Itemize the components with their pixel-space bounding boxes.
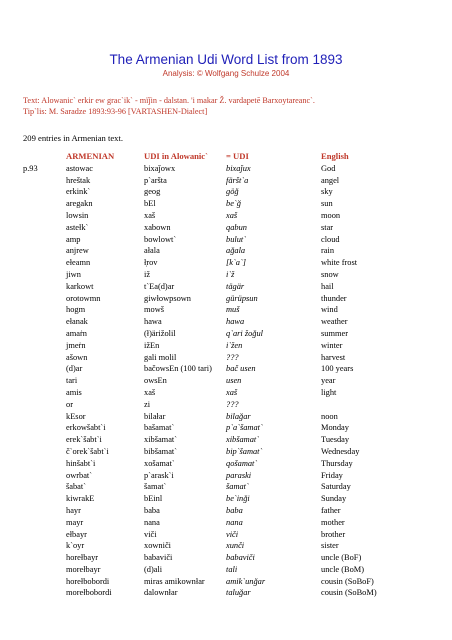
armenian-word: ełbayr xyxy=(66,529,87,539)
table-row xyxy=(23,540,391,552)
page-ref xyxy=(23,493,66,505)
table-row xyxy=(23,175,391,187)
table-row xyxy=(23,529,391,541)
armenian-word: ełanak xyxy=(66,317,88,327)
source-info xyxy=(23,95,443,117)
table-row xyxy=(23,375,391,387)
udi-alowanic-word: geog xyxy=(144,187,161,197)
armenian-word: kEsor xyxy=(66,411,86,421)
table-row xyxy=(23,446,391,458)
table-row xyxy=(23,210,391,222)
armenian-word: lowsin xyxy=(66,210,89,220)
udi-word: nana xyxy=(226,517,243,527)
udi-word: bilağar xyxy=(226,411,251,421)
english-gloss: Sunday xyxy=(321,494,347,504)
table-row xyxy=(23,517,391,529)
udi-alowanic-word: xaš xyxy=(144,210,156,220)
page-ref xyxy=(23,422,66,434)
table-row xyxy=(23,399,391,411)
english-gloss: winter xyxy=(321,340,343,350)
udi-word: usen xyxy=(226,376,242,386)
english-gloss: cousin (SoBoM) xyxy=(321,588,377,598)
table-row xyxy=(23,411,391,423)
udi-alowanic-word: baba xyxy=(144,505,160,515)
armenian-word: jiwn xyxy=(66,269,81,279)
page-ref xyxy=(23,540,66,552)
page-ref xyxy=(23,552,66,564)
english-gloss: snow xyxy=(321,269,339,279)
armenian-word: hinšabt`i xyxy=(66,458,96,468)
table-row xyxy=(23,363,391,375)
armenian-word: ašown xyxy=(66,352,88,362)
page-ref xyxy=(23,387,66,399)
page-ref xyxy=(23,517,66,529)
page-ref xyxy=(23,352,66,364)
armenian-word: amp xyxy=(66,234,81,244)
udi-alowanic-word: giwłowpsown xyxy=(144,293,191,303)
english-gloss: angel xyxy=(321,175,340,185)
udi-alowanic-word: bowlowt` xyxy=(144,234,177,244)
english-gloss: rain xyxy=(321,246,335,256)
table-row xyxy=(23,564,391,576)
english-gloss: 100 years xyxy=(321,364,354,374)
udi-word: be`ğ xyxy=(226,199,241,209)
page-ref xyxy=(23,304,66,316)
english-gloss: summer xyxy=(321,328,348,338)
udi-alowanic-word: miras amikownłar xyxy=(144,576,205,586)
armenian-word: astowac xyxy=(66,163,93,173)
udi-word: bixaǰux xyxy=(226,163,251,173)
english-gloss: year xyxy=(321,376,336,386)
udi-alowanic-word: ižEn xyxy=(144,340,160,350)
armenian-word: šabat` xyxy=(66,482,86,492)
udi-word: göğ xyxy=(226,187,239,197)
table-row xyxy=(23,434,391,446)
udi-alowanic-word: xaš xyxy=(144,387,156,397)
page-ref xyxy=(23,234,66,246)
english-gloss xyxy=(321,399,391,411)
page-ref xyxy=(23,245,66,257)
udi-word: babaviči xyxy=(226,553,255,563)
udi-alowanic-word: xabown xyxy=(144,222,171,232)
armenian-word: hreštak xyxy=(66,175,91,185)
udi-alowanic-word: viči xyxy=(144,529,157,539)
english-gloss: hail xyxy=(321,281,334,291)
page-ref xyxy=(23,175,66,187)
udi-alowanic-word: p`arask`i xyxy=(144,470,174,480)
udi-word: xaš xyxy=(226,210,238,220)
english-gloss: father xyxy=(321,505,341,515)
english-gloss: sun xyxy=(321,199,333,209)
armenian-word: tari xyxy=(66,376,78,386)
table-row xyxy=(23,186,391,198)
armenian-word: erkowšabt`i xyxy=(66,423,106,433)
english-gloss: harvest xyxy=(321,352,346,362)
table-row xyxy=(23,304,391,316)
udi-alowanic-word: bašamat` xyxy=(144,423,175,433)
armenian-word: or xyxy=(66,399,73,409)
english-gloss: God xyxy=(321,163,336,173)
page-ref: p.93 xyxy=(23,163,38,173)
udi-alowanic-word: bibšamat` xyxy=(144,446,178,456)
table-row xyxy=(23,281,391,293)
udi-word: ağala xyxy=(226,246,246,256)
udi-word: muš xyxy=(226,305,240,315)
english-gloss: cousin (SoBoF) xyxy=(321,576,374,586)
udi-alowanic-word: hawa xyxy=(144,317,162,327)
udi-alowanic-word: (ł)ärižolil xyxy=(144,328,176,338)
udi-alowanic-word: (d)ali xyxy=(144,564,163,574)
page-ref xyxy=(23,505,66,517)
udi-alowanic-word: p`aršta xyxy=(144,175,167,185)
page-ref xyxy=(23,222,66,234)
udi-alowanic-word: babaviči xyxy=(144,553,173,563)
udi-alowanic-word: owsEn xyxy=(144,376,167,386)
udi-word: qabun xyxy=(226,222,247,232)
column-header-english: English xyxy=(321,151,349,161)
udi-alowanic-word: xibšamat` xyxy=(144,435,178,445)
page-ref xyxy=(23,293,66,305)
udi-word: xibšamat` xyxy=(226,435,260,445)
armenian-word: aregakn xyxy=(66,199,93,209)
udi-alowanic-word: bilałar xyxy=(144,411,166,421)
page-ref xyxy=(23,198,66,210)
armenian-word: orotowmn xyxy=(66,293,101,303)
page-ref xyxy=(23,375,66,387)
page-ref xyxy=(23,399,66,411)
udi-word: xaš xyxy=(226,387,238,397)
armenian-word: ełeamn xyxy=(66,258,91,268)
source-tiplis-line: Tip`lis: M. Saradze 1893:93-96 [VARTASHEN-Dialect] xyxy=(23,107,208,116)
udi-word: xunči xyxy=(226,541,245,551)
page-ref xyxy=(23,576,66,588)
table-row xyxy=(23,293,391,305)
english-gloss: weather xyxy=(321,317,348,327)
udi-word: q`ari žoğul xyxy=(226,328,263,338)
udi-word: qošamat` xyxy=(226,458,258,468)
table-row xyxy=(23,257,391,269)
armenian-word: karkowt xyxy=(66,281,94,291)
table-row xyxy=(23,387,391,399)
udi-alowanic-word: gali molil xyxy=(144,352,177,362)
armenian-word: morełbobordi xyxy=(66,588,112,598)
page-ref xyxy=(23,210,66,222)
page-ref xyxy=(23,564,66,576)
armenian-word: č`orek`šabt`i xyxy=(66,446,109,456)
armenian-word: k`oyr xyxy=(66,541,85,551)
page-ref xyxy=(23,434,66,446)
page-ref xyxy=(23,316,66,328)
page-ref xyxy=(23,411,66,423)
english-gloss: Saturday xyxy=(321,482,351,492)
table-row xyxy=(23,552,391,564)
english-gloss: light xyxy=(321,387,337,397)
table-row xyxy=(23,222,391,234)
armenian-word: astełk` xyxy=(66,222,89,232)
table-row xyxy=(23,340,391,352)
table-row xyxy=(23,316,391,328)
armenian-word: horełbobordi xyxy=(66,576,110,586)
page-ref xyxy=(23,186,66,198)
table-row xyxy=(23,505,391,517)
udi-word: hawa xyxy=(226,317,245,327)
english-gloss: Tuesday xyxy=(321,435,350,445)
english-gloss: moon xyxy=(321,210,341,220)
udi-alowanic-word: ł̣rov xyxy=(144,258,158,268)
english-gloss: sister xyxy=(321,541,339,551)
udi-word: tali xyxy=(226,564,238,574)
udi-alowanic-word: bEinl xyxy=(144,494,163,504)
entry-count: 209 entries in Armenian text. xyxy=(23,133,123,143)
udi-alowanic-word: bixaǰowx xyxy=(144,163,176,173)
page-ref xyxy=(23,529,66,541)
udi-word: gürüpsun xyxy=(226,293,258,303)
page-ref xyxy=(23,587,66,599)
table-row xyxy=(23,493,391,505)
udi-word: färšt`a xyxy=(226,175,249,185)
udi-alowanic-word: dalownłar xyxy=(144,588,178,598)
table-row xyxy=(23,587,391,599)
page-ref xyxy=(23,458,66,470)
udi-word: bač usen xyxy=(226,364,256,374)
armenian-word: (d)ar xyxy=(66,364,83,374)
table-row xyxy=(23,198,391,210)
udi-word: ??? xyxy=(226,399,239,409)
table-row xyxy=(23,422,391,434)
page-ref xyxy=(23,363,66,375)
english-gloss: white frost xyxy=(321,258,358,268)
table-row xyxy=(23,470,391,482)
english-gloss: Monday xyxy=(321,423,349,433)
armenian-word: jmeṙn xyxy=(66,340,86,350)
armenian-word: hogm xyxy=(66,305,86,315)
armenian-word: amis xyxy=(66,387,82,397)
armenian-word: mayr xyxy=(66,517,84,527)
english-gloss: uncle (BoF) xyxy=(321,553,362,563)
armenian-word: morełbayr xyxy=(66,564,101,574)
udi-alowanic-word: xošamat` xyxy=(144,458,175,468)
english-gloss: uncle (BoM) xyxy=(321,564,365,574)
table-row xyxy=(23,352,391,364)
armenian-word: hayr xyxy=(66,505,81,515)
table-row xyxy=(23,481,391,493)
english-gloss: thunder xyxy=(321,293,347,303)
english-gloss: Thursday xyxy=(321,458,353,468)
udi-alowanic-word: šamat` xyxy=(144,482,167,492)
udi-alowanic-word: iž xyxy=(144,269,151,279)
english-gloss: wind xyxy=(321,305,338,315)
english-gloss: cloud xyxy=(321,234,340,244)
udi-word: i`žen xyxy=(226,340,243,350)
udi-word: i`ž xyxy=(226,269,235,279)
armenian-word: horełbayr xyxy=(66,553,99,563)
table-row xyxy=(23,576,391,588)
udi-alowanic-word: nana xyxy=(144,517,160,527)
column-header-armenian: ARMENIAN xyxy=(66,151,115,161)
udi-word: baba xyxy=(226,505,243,515)
table-row xyxy=(23,269,391,281)
udi-word: taluğar xyxy=(226,588,251,598)
english-gloss: star xyxy=(321,222,334,232)
armenian-word: anjrew xyxy=(66,246,89,256)
udi-alowanic-word: zi xyxy=(144,399,151,409)
udi-word: ??? xyxy=(226,352,239,362)
table-row xyxy=(23,458,391,470)
english-gloss: noon xyxy=(321,411,338,421)
page-column-header xyxy=(23,151,66,163)
udi-word: [k`a`] xyxy=(226,258,247,268)
armenian-word: owrbat` xyxy=(66,470,93,480)
english-gloss: sky xyxy=(321,187,333,197)
page-title: The Armenian Udi Word List from 1893 xyxy=(109,52,343,67)
udi-alowanic-word: xowniči xyxy=(144,541,171,551)
word-list-table xyxy=(23,151,391,599)
english-gloss: Wednesday xyxy=(321,446,360,456)
udi-word: p`a`šamat` xyxy=(226,423,263,433)
udi-word: tägär xyxy=(226,281,245,291)
english-gloss: Friday xyxy=(321,470,343,480)
table-row xyxy=(23,163,391,175)
udi-word: amik`unğar xyxy=(226,576,266,586)
page-ref xyxy=(23,281,66,293)
table-header-row xyxy=(23,151,391,163)
table-row xyxy=(23,234,391,246)
page-ref xyxy=(23,340,66,352)
udi-word: paraski xyxy=(226,470,252,480)
page-ref xyxy=(23,257,66,269)
english-gloss: brother xyxy=(321,529,346,539)
page-ref xyxy=(23,446,66,458)
udi-word: šamat` xyxy=(226,482,249,492)
page-ref xyxy=(23,328,66,340)
page-ref xyxy=(23,269,66,281)
udi-word: bip`šamat` xyxy=(226,446,263,456)
armenian-word: kiwrakE xyxy=(66,494,95,504)
armenian-word: erkink` xyxy=(66,187,91,197)
armenian-word: amaṙn xyxy=(66,328,87,338)
udi-word: viči xyxy=(226,529,239,539)
udi-alowanic-word: t`Ea(d)ar xyxy=(144,281,175,291)
udi-alowanic-word: bačowsEn (100 tari) xyxy=(144,364,212,374)
udi-word: bulut` xyxy=(226,234,247,244)
udi-alowanic-word: bEl xyxy=(144,199,156,209)
udi-word: be`inği xyxy=(226,494,250,504)
analysis-credit: Analysis: © Wolfgang Schulze 2004 xyxy=(162,69,290,78)
table-row xyxy=(23,245,391,257)
column-header-udi: = UDI xyxy=(226,151,249,161)
source-text-line: Text: Alowanic` erkir ew grac`ik` - mïǰin - dalstan. 'i makar Ž. vardapetē Barxoytareanc`. xyxy=(23,96,315,105)
udi-alowanic-word: mowš xyxy=(144,305,165,315)
english-gloss: mother xyxy=(321,517,345,527)
udi-alowanic-word: ałala xyxy=(144,246,160,256)
table-row xyxy=(23,328,391,340)
page-ref xyxy=(23,481,66,493)
page-ref xyxy=(23,470,66,482)
column-header-udi-alowanic: UDI in Alowanic` xyxy=(144,151,208,161)
armenian-word: erek`šabt`i xyxy=(66,435,102,445)
